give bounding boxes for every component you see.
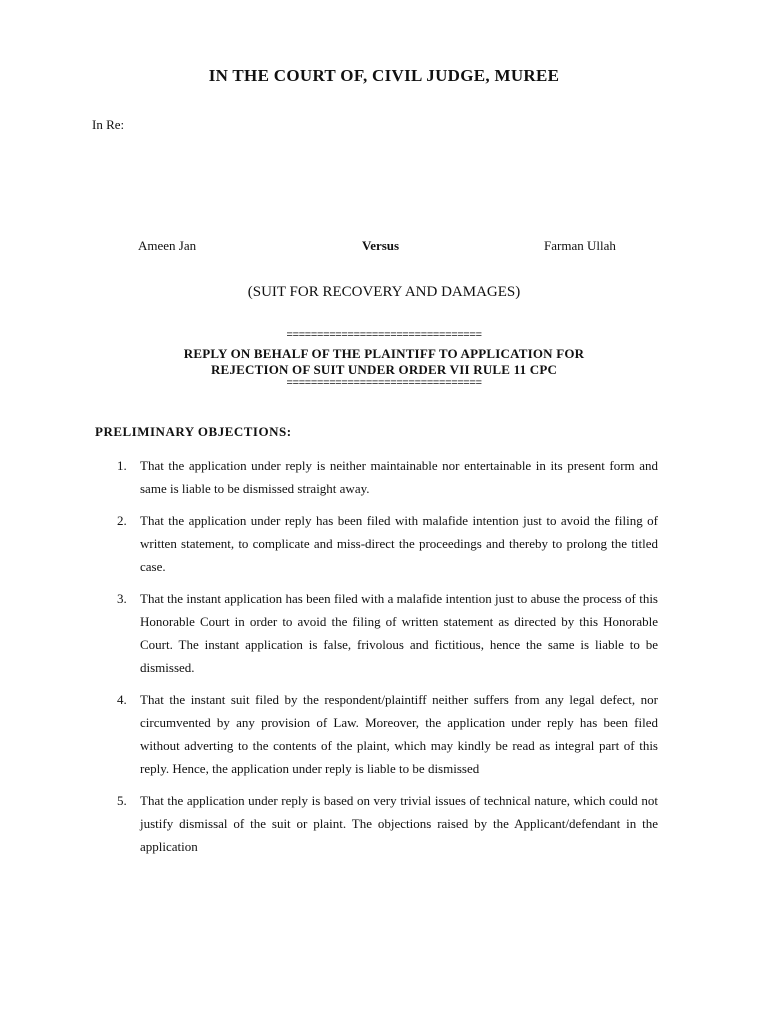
- objection-item: [0, 587, 768, 679]
- section-heading: PRELIMINARY OBJECTIONS:: [95, 424, 292, 439]
- court-title: IN THE COURT OF, CIVIL JUDGE, MUREE: [208, 66, 560, 85]
- reply-heading: [0, 346, 768, 378]
- objection-item: [0, 454, 768, 500]
- objection-text: That the application under reply is neither maintainable nor entertainable in its present form and same is liable to be dismissed straight away.: [140, 458, 658, 496]
- plaintiff-name: Ameen Jan: [138, 238, 197, 253]
- objection-number: 2.: [117, 513, 127, 528]
- objection-number: 5.: [117, 793, 127, 808]
- objections-list: [0, 454, 768, 867]
- objection-number: 3.: [117, 591, 127, 606]
- objection-item: [0, 509, 768, 578]
- objection-number: 4.: [117, 692, 127, 707]
- separator-bottom: ================================: [286, 378, 482, 390]
- objection-text: That the application under reply is based on very trivial issues of technical nature, which could not justify dismissal of the suit or plaint. The objections raised by the Applicant/defendant in the application: [140, 793, 658, 854]
- versus-label: Versus: [362, 238, 400, 253]
- objection-text: That the instant suit filed by the respondent/plaintiff neither suffers from any legal defect, nor circumvented by any provision of Law. Moreover, the application under reply has been filed without adverting to the contents of the plaint, which may kindly be read as integral part of this reply. Hence, the application under reply is liable to be dismissed: [140, 692, 658, 776]
- defendant-name: Farman Ullah: [544, 238, 616, 253]
- reply-heading-line: REPLY ON BEHALF OF THE PLAINTIFF TO APPLICATION FOR: [183, 346, 585, 361]
- objection-item: [0, 688, 768, 780]
- in-re-label: In Re:: [92, 117, 125, 132]
- objection-text: That the application under reply has been filed with malafide intention just to avoid the filing of written statement, to complicate and miss-direct the proceedings and thereby to prolong the titled case.: [140, 513, 658, 574]
- suit-title: (SUIT FOR RECOVERY AND DAMAGES): [247, 284, 521, 300]
- reply-heading-line: REJECTION OF SUIT UNDER ORDER VII RULE 11 CPC: [210, 362, 558, 377]
- objection-number: 1.: [117, 458, 127, 473]
- objection-item: [0, 789, 768, 858]
- separator-top: ================================: [286, 330, 482, 342]
- objection-text: That the instant application has been filed with a malafide intention just to abuse the process of this Honorable Court in order to avoid the filing of written statement as directed by this Honorable Court. The instant application is false, frivolous and fictitious, hence the same is liable to be dismissed.: [140, 591, 658, 675]
